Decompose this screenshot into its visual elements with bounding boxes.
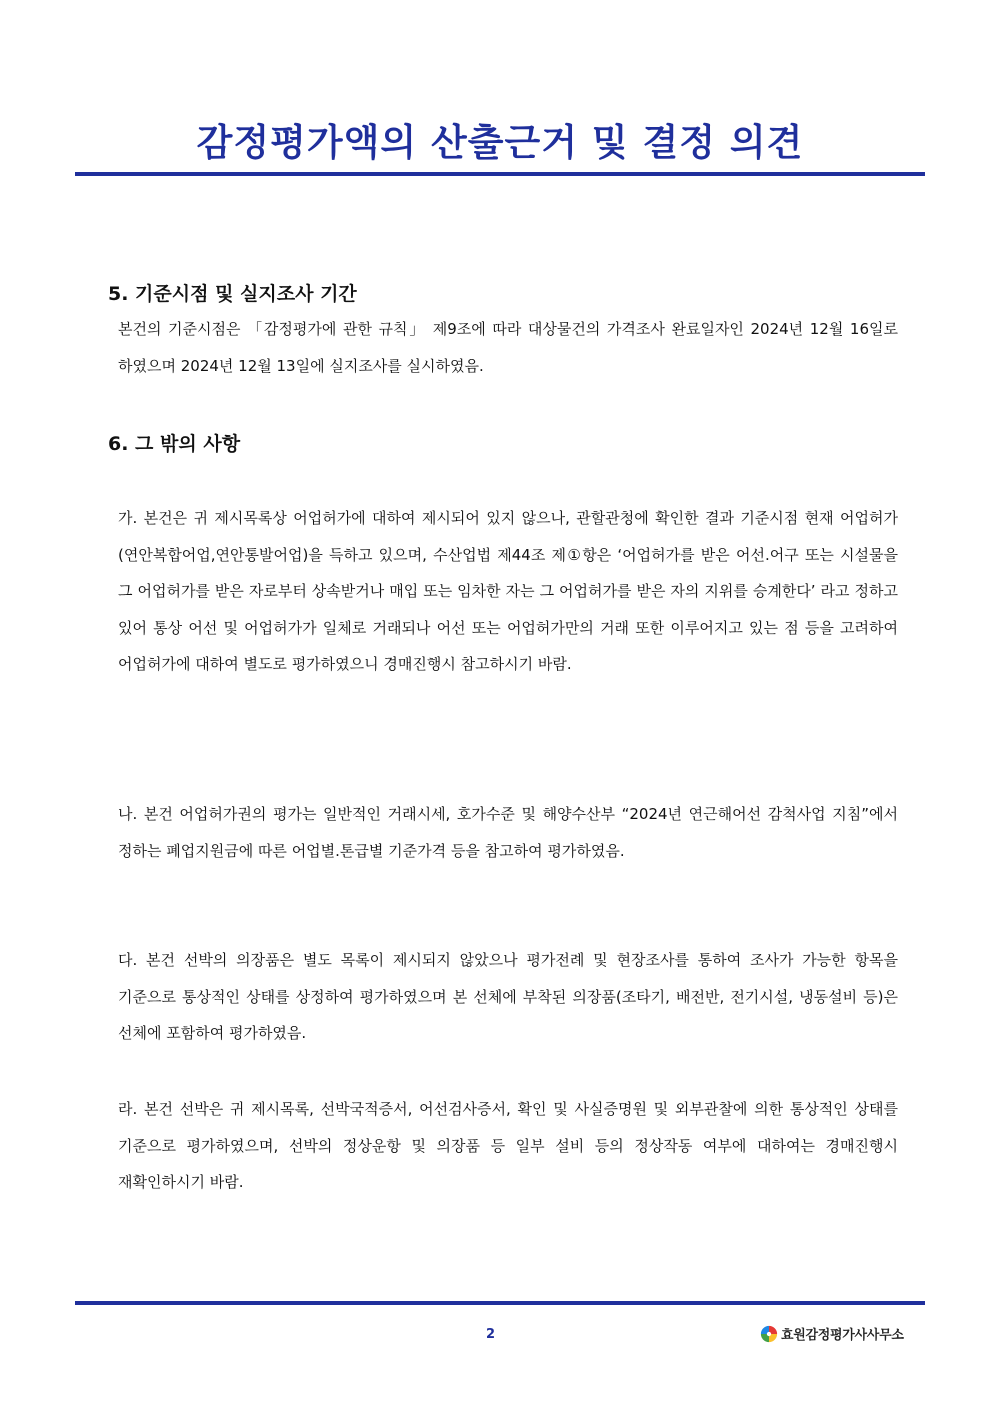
paragraph-ga: 가. 본건은 귀 제시목록상 어업허가에 대하여 제시되어 있지 않으나, 관할관청에 확인한 결과 기준시점 현재 어업허가(연안복합어업,연안통발어업)을 득하고 있으며, 수산업법 제44조 제①항은 ‘어업허가를 받은 어선.어구 또는 시설물을 그 어업허가를 받은 자로부터 상속받거나 매입 또는 임차한 자는 그 어업허가를 받은 자의 지위를 승계한다’ 라고 정하고 있어 통상 어선 및 어업허가가 일체로 거래되나 어선 또는 어업허가만의 거래 또한 이루어지고 있는 점 등을 고려하여 어업허가에 대하여 별도로 평가하였으니 경매진행시 참고하시기 바람. [118,509,898,673]
page-number: 2 [486,1327,496,1342]
footer-brand [760,1324,904,1343]
paragraph-na: 나. 본건 어업허가권의 평가는 일반적인 거래시세, 호가수준 및 해양수산부 “2024년 연근해어선 감척사업 지침”에서 정하는 폐업지원금에 따른 어업별.톤급별 기준가격 등을 참고하여 평가하였음. [118,805,898,860]
header-rule [75,172,925,176]
footer-rule [75,1301,925,1305]
page-title: 감정평가액의 산출근거 및 결정 의견 [196,121,804,164]
section-heading-6: 6. 그 밖의 사항 [108,433,241,455]
paragraph-da: 다. 본건 선박의 의장품은 별도 목록이 제시되지 않았으나 평가전례 및 현장조사를 통하여 조사가 가능한 항목을 기준으로 통상적인 상태를 상정하여 평가하였으며 본 선체에 부착된 의장품(조타기, 배전반, 전기시설, 냉동설비 등)은 선체에 포함하여 평가하였음. [118,951,898,1042]
pinwheel-logo-icon [760,1325,778,1343]
paragraph-ra: 라. 본건 선박은 귀 제시목록, 선박국적증서, 어선검사증서, 확인 및 사실증명원 및 외부관찰에 의한 통상적인 상태를 기준으로 평가하였으며, 선박의 정상운항 및 의장품 등 일부 설비 등의 정상작동 여부에 대하여는 경매진행시 재확인하시기 바람. [118,1100,898,1191]
section-5-paragraph: 본건의 기준시점은 「감정평가에 관한 규칙」 제9조에 따라 대상물건의 가격조사 완료일자인 2024년 12월 16일로 하였으며 2024년 12월 13일에 실지조사를 실시하였음. [118,320,898,375]
section-heading-5: 5. 기준시점 및 실지조사 기간 [108,283,357,305]
brand-name: 효원감정평가사사무소 [781,1328,904,1343]
